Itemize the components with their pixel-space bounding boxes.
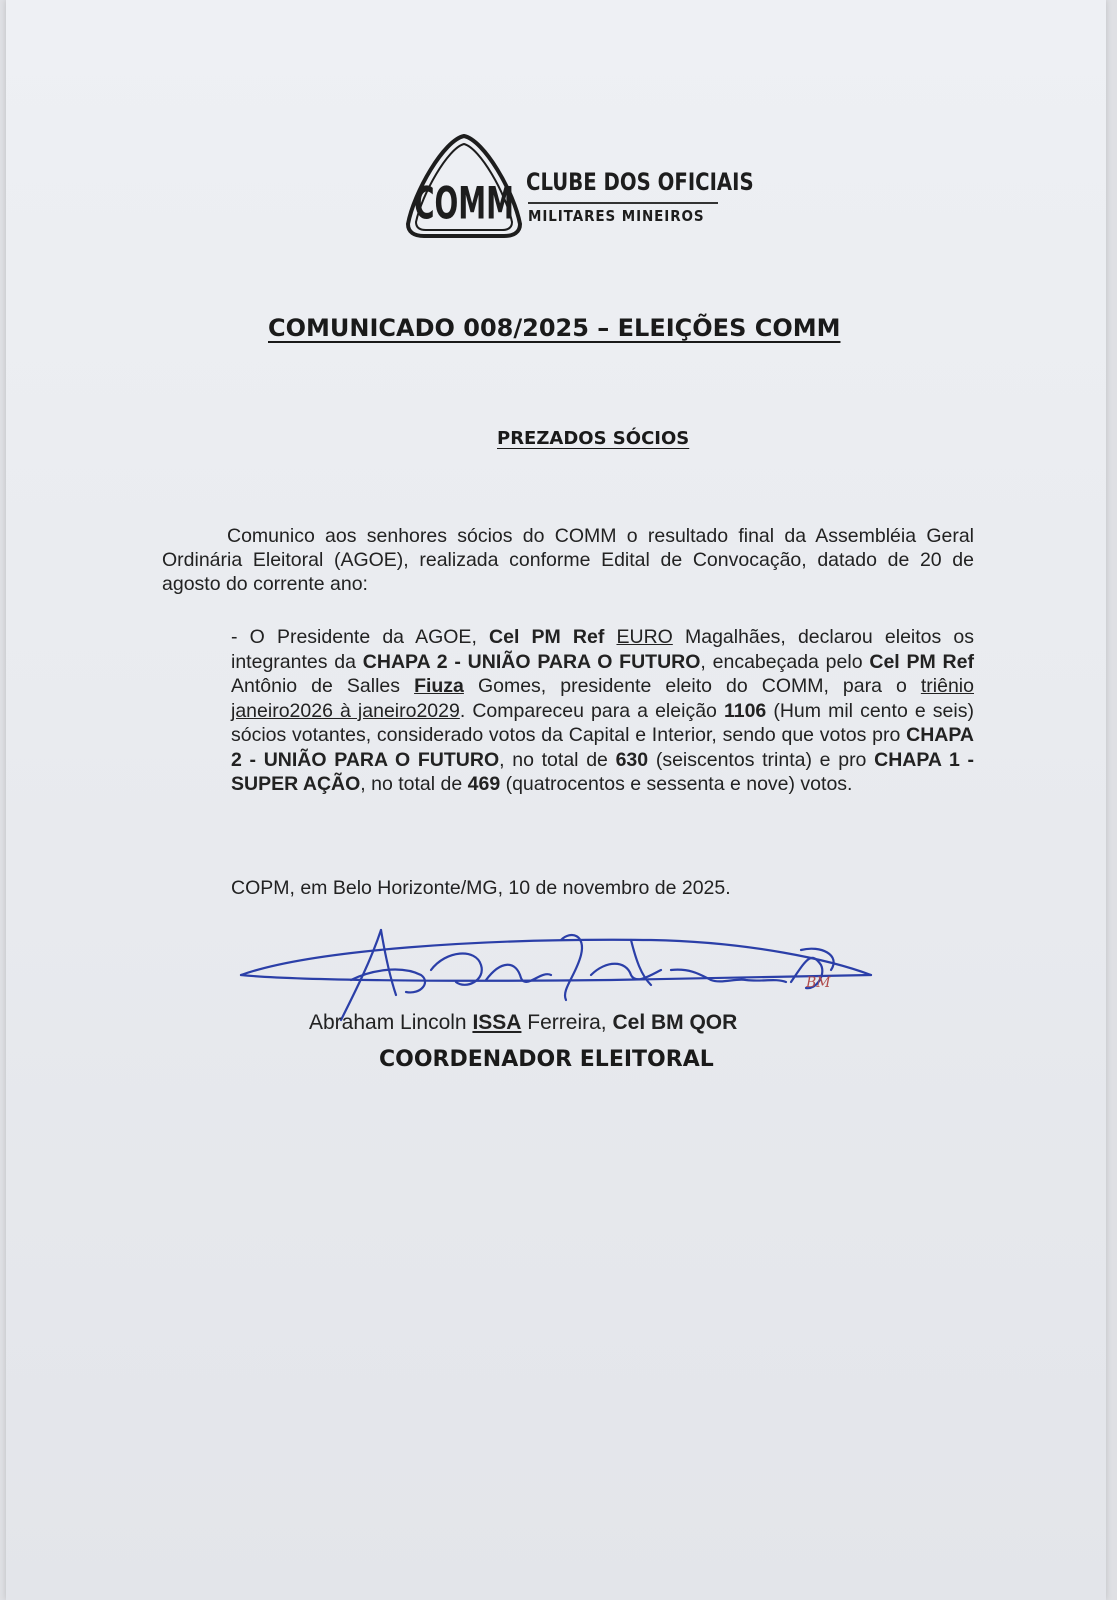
result-text: (quatrocentos e sessenta e nove) votos. xyxy=(500,773,853,795)
signer-rank: Cel BM QOR xyxy=(612,1011,738,1034)
salutation: PREZADOS SÓCIOS xyxy=(497,428,690,449)
result-text: , encabeçada pelo xyxy=(700,650,870,673)
result-text: (seiscentos trinta) e pro xyxy=(648,748,875,771)
result-text: Gomes, presidente eleito do COMM, para o xyxy=(463,675,921,697)
signer-name-part: Abraham Lincoln xyxy=(309,1011,473,1034)
signer-name-part: Ferreira, xyxy=(521,1011,613,1034)
rank-text: Cel PM Ref xyxy=(869,650,974,673)
total-voters: 1106 xyxy=(723,699,767,722)
rank-text: Cel PM Ref xyxy=(489,626,605,648)
signer-surname-emphasis: ISSA xyxy=(472,1011,522,1034)
org-name-line2: MILITARES MINEIROS xyxy=(528,207,705,225)
document-page xyxy=(6,0,1106,1600)
comm-shield-icon xyxy=(404,132,524,244)
slate-name: CHAPA 2 - UNIÃO PARA O FUTURO xyxy=(362,650,701,673)
place-date-line: COPM, em Belo Horizonte/MG, 10 de novembro de 2025. xyxy=(231,877,731,899)
slate-name: CHAPA 2 - UNIÃO PARA O FUTURO xyxy=(231,724,974,771)
club-logo xyxy=(404,132,754,244)
result-text: , no total de xyxy=(360,773,468,795)
term-period: triênio janeiro2026 à janeiro2029 xyxy=(231,675,974,722)
result-text: , no total de xyxy=(499,748,616,771)
result-text xyxy=(604,626,616,648)
logo-monogram: COMM xyxy=(413,176,515,230)
signature-annotation: BM xyxy=(806,975,831,991)
signer-name xyxy=(309,1011,737,1035)
president-name-emphasis: EURO xyxy=(616,626,673,648)
intro-paragraph: Comunico aos senhores sócios do COMM o resultado final da Assembléia Geral Ordinária Eleitoral (AGOE), realizada conforme Edital de Convocação, datado de 20 de agosto do corrente ano: xyxy=(162,525,974,595)
document-title: COMUNICADO 008/2025 – ELEIÇÕES COMM xyxy=(268,314,841,342)
result-text: . Compareceu para a eleição xyxy=(459,699,724,722)
org-name-line1: CLUBE DOS OFICIAIS xyxy=(526,168,754,196)
result-text: Magalhães, declarou eleitos os integrantes da xyxy=(231,626,974,673)
slate2-votes: 630 xyxy=(615,748,649,771)
logo-divider xyxy=(528,202,718,204)
result-text: - O Presidente da AGOE, xyxy=(231,626,490,648)
slate-name: CHAPA 1 - SUPER AÇÃO xyxy=(231,748,975,795)
result-paragraph xyxy=(231,625,974,797)
slate1-votes: 469 xyxy=(467,773,501,795)
signer-role: COORDENADOR ELEITORAL xyxy=(379,1047,714,1072)
elected-name-emphasis: Fiuza xyxy=(414,675,464,697)
result-text: (Hum mil cento e seis) sócios votantes, considerado votos da Capital e Interior, sendo que votos pro xyxy=(231,699,974,746)
result-text: Antônio de Salles xyxy=(231,675,415,697)
